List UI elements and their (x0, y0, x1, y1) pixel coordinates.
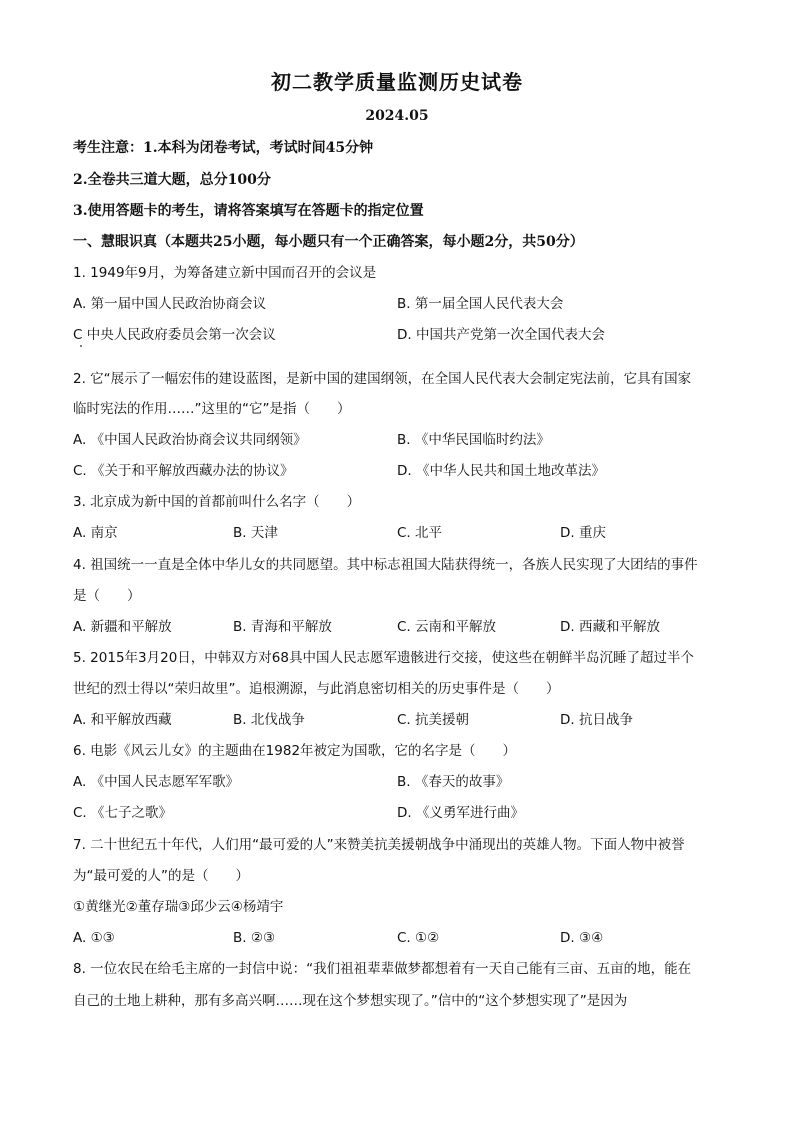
question-2-option-c: C. 《关于和平解放西藏办法的协议》 (73, 463, 294, 479)
question-3-stem: 3. 北京成为新中国的首都前叫什么名字（ ） (73, 494, 361, 510)
question-4-stem-line-2: 是（ ） (73, 588, 141, 604)
question-6-option-a: A. 《中国人民志愿军军歌》 (73, 774, 240, 790)
question-4-option-d: D. 西藏和平解放 (560, 619, 660, 635)
question-2-stem-line-2: 临时宪法的作用……”这里的“它”是指（ ） (73, 401, 351, 417)
question-2-option-b: B. 《中华民国临时约法》 (397, 432, 550, 448)
section-heading: 一、慧眼识真（本题共25小题，每小题只有一个正确答案，每小题2分，共50分） (73, 234, 584, 250)
question-4-option-b: B. 青海和平解放 (233, 619, 332, 635)
question-1-option-c: C 中央人民政府委员会第一次会议 (73, 327, 276, 343)
question-4-option-a: A. 新疆和平解放 (73, 619, 172, 635)
question-7-option-b: B. ②③ (233, 930, 276, 946)
question-5-stem-line-2: 世纪的烈士得以“荣归故里”。追根溯源，与此消息密切相关的历史事件是（ ） (73, 681, 560, 697)
question-6-option-b: B. 《春天的故事》 (397, 774, 510, 790)
question-8-stem-line-1: 8. 一位农民在给毛主席的一封信中说：“我们祖祖辈辈做梦都想着有一天自己能有三亩、五亩的地，能在 (73, 961, 692, 977)
question-7-choices-list: ①黄继光②董存瑞③邱少云④杨靖宇 (73, 899, 284, 915)
question-6-option-c: C. 《七子之歌》 (73, 805, 173, 821)
exam-date: 2024.05 (365, 108, 429, 124)
question-3-option-c: C. 北平 (397, 525, 443, 541)
question-5-option-b: B. 北伐战争 (233, 712, 305, 728)
question-4-option-c: C. 云南和平解放 (397, 619, 497, 635)
question-2-option-a: A. 《中国人民政治协商会议共同纲领》 (73, 432, 307, 448)
question-1-stem: 1. 1949年9月，为筹备建立新中国而召开的会议是 (73, 265, 377, 281)
exam-note-2: 2.全卷共三道大题，总分100分 (73, 172, 271, 188)
question-5-option-d: D. 抗日战争 (560, 712, 633, 728)
question-7-stem-line-2: 为“最可爱的人”的是（ ） (73, 868, 249, 884)
question-7-stem-line-1: 7. 二十世纪五十年代，人们用“最可爱的人”来赞美抗美援朝战争中涌现出的英雄人物。下面人物中被誉 (73, 837, 685, 853)
exam-note-3: 3.使用答题卡的考生，请将答案填写在答题卡的指定位置 (73, 203, 424, 219)
question-7-option-c: C. ①② (397, 930, 440, 946)
question-3-option-b: B. 天津 (233, 525, 278, 541)
question-1-option-d: D. 中国共产党第一次全国代表大会 (397, 327, 605, 343)
question-4-stem-line-1: 4. 祖国统一一直是全体中华儿女的共同愿望。其中标志祖国大陆获得统一，各族人民实现了大团结的事件 (73, 557, 698, 573)
question-2-option-d: D. 《中华人民共和国土地改革法》 (397, 463, 605, 479)
question-5-option-a: A. 和平解放西藏 (73, 712, 172, 728)
question-8-stem-line-2: 自己的土地上耕种，那有多高兴啊……现在这个梦想实现了。”信中的“这个梦想实现了”是因为 (73, 993, 628, 1009)
question-1-option-b: B. 第一届全国人民代表大会 (397, 296, 564, 312)
question-1-option-a: A. 第一届中国人民政治协商会议 (73, 296, 267, 312)
exam-note-1: 考生注意：1.本科为闭卷考试，考试时间45分钟 (73, 140, 374, 156)
question-6-option-d: D. 《义勇军进行曲》 (397, 805, 524, 821)
question-3-option-a: A. 南京 (73, 525, 118, 541)
exam-title: 初二教学质量监测历史试卷 (271, 70, 523, 94)
question-5-option-c: C. 抗美援朝 (397, 712, 470, 728)
question-7-option-a: A. ①③ (73, 930, 115, 946)
question-7-option-d: D. ③④ (560, 930, 604, 946)
question-5-stem-line-1: 5. 2015年3月20日，中韩双方对68具中国人民志愿军遗骸进行交接，使这些在朝鲜半岛沉睡了超过半个 (73, 650, 694, 666)
stray-mark (80, 345, 82, 347)
question-3-option-d: D. 重庆 (560, 525, 606, 541)
question-6-stem: 6. 电影《风云儿女》的主题曲在1982年被定为国歌，它的名字是（ ） (73, 743, 517, 759)
question-2-stem-line-1: 2. 它“展示了一幅宏伟的建设蓝图，是新中国的建国纲领，在全国人民代表大会制定宪法前，它具有国家 (73, 371, 692, 387)
